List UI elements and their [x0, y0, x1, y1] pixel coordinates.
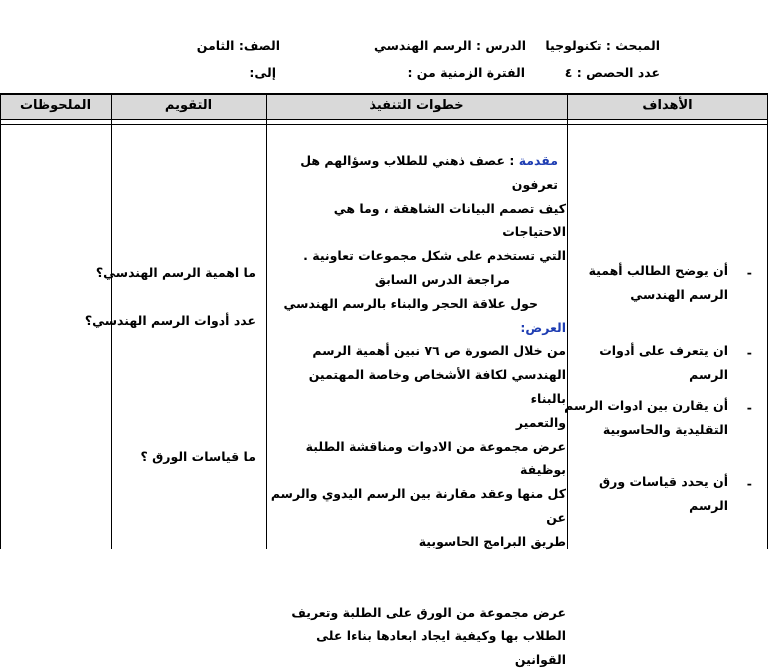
goal-bullet: -: [746, 265, 752, 280]
evaluation-question: ما اهمية الرسم الهندسي؟: [95, 265, 256, 280]
goal-line: الرسم الهندسي: [630, 286, 728, 302]
lesson-plan-table: [0, 93, 768, 668]
goal-line: الرسم: [689, 497, 728, 513]
steps-divider: [567, 93, 568, 549]
evaluation-divider: [266, 93, 267, 549]
goal-bullet: -: [746, 400, 752, 415]
goal-line: أن يوضح الطالب أهمية: [588, 263, 728, 278]
intro-text: : عصف ذهني للطلاب وسؤالهم هل تعرفون: [300, 153, 558, 192]
goal-line: أن يحدد قياسات ورق: [598, 474, 728, 489]
step-line: التي تستخدم على شكل مجموعات تعاونية .: [303, 248, 566, 264]
header-row-border: [0, 119, 768, 120]
body-top-border: [0, 124, 768, 125]
step-line: الهندسي لكافة الأشخاص وخاصة المهتمين بالبناء: [308, 367, 566, 406]
time-period-to: إلى:: [249, 65, 276, 80]
intro-label: مقدمة: [518, 153, 558, 168]
step-line: كل منها وعقد مقارنة بين الرسم اليدوي والرسم عن: [270, 486, 566, 525]
goal-item: [564, 394, 728, 441]
notes-header: الملحوظات: [0, 93, 111, 119]
goal-line: أن يقارن بين ادوات الرسم: [564, 398, 728, 413]
goal-bullet: -: [746, 476, 752, 491]
evaluation-header: التقويم: [111, 93, 266, 119]
goal-line: ان يتعرف على أدوات: [599, 343, 728, 358]
goal-item: [599, 470, 728, 517]
step-line: مراجعة الدرس السابق: [374, 271, 510, 287]
step-line: من خلال الصورة ص ٧٦ نبين أهمية الرسم: [312, 343, 566, 359]
steps-header: خطوات التنفيذ: [266, 93, 567, 119]
goal-line: التقليدية والحاسوبية: [602, 421, 728, 437]
step-line: الطلاب بها وكيفية ايجاد ابعادها بناءا على القوانين: [316, 628, 566, 668]
goal-bullet: -: [746, 345, 752, 360]
step-line: والتعمير: [515, 414, 566, 430]
sessions-count: عدد الحصص : ٤: [564, 65, 660, 80]
lesson-title: الدرس : الرسم الهندسي: [373, 38, 526, 53]
table-top-border: [0, 93, 768, 95]
goals-header: الأهداف: [567, 93, 768, 119]
evaluation-question: ما قياسات الورق ؟: [140, 449, 256, 464]
goal-item: [589, 259, 728, 306]
step-line: عرض مجموعة من الادوات ومناقشة الطلبة بوظيفة: [305, 438, 566, 478]
step-line: حول علاقة الحجر والبناء بالرسم الهندسي: [283, 295, 538, 311]
display-label: العرض:: [520, 319, 566, 335]
evaluation-question: عدد أدوات الرسم الهندسي؟: [84, 313, 256, 328]
time-period-from: الفترة الزمنية من :: [407, 65, 525, 80]
left-border: [0, 93, 1, 549]
execution-steps: [270, 149, 566, 672]
goal-line: الرسم: [689, 366, 728, 382]
grade-label: الصف: الثامن: [196, 38, 280, 53]
step-line: كيف تصمم البيانات الشاهقة ، وما هي الاحتياجات: [333, 200, 566, 240]
step-line: عرض مجموعة من الورق على الطلبة وتعريف: [291, 604, 566, 620]
step-line: طريق البرامج الحاسوبية: [418, 533, 566, 549]
subject-label: المبحث : تكنولوجيا: [545, 38, 660, 53]
goal-item: [599, 339, 728, 386]
